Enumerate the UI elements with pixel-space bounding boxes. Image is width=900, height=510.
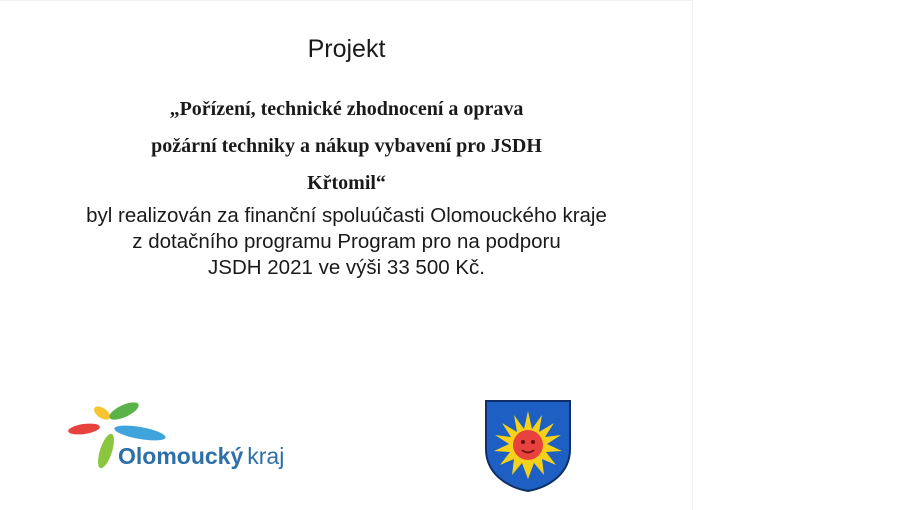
logo-wordmark [118,443,284,470]
project-title-line-2: požární techniky a nákup vybavení pro JSDH [151,135,542,157]
project-title-line-1: „Pořízení, technické zhodnocení a oprava [169,98,524,120]
olomoucky-kraj-logo [66,399,316,479]
petal-green [107,399,141,423]
project-title-line-3: Křtomil“ [307,172,386,194]
funding-statement [20,203,673,281]
petal-yellow [92,404,112,423]
logo-wordmark-light: kraj [247,443,285,469]
funding-statement-line-1: byl realizován za finanční spoluúčasti Olomouckého kraje [86,204,607,227]
petal-lime [95,432,118,470]
project-title [60,91,633,202]
sun-center [513,430,543,460]
document-heading: Projekt [307,35,386,63]
municipal-crest-icon [484,399,572,493]
petal-blue [113,423,166,444]
petal-red [67,422,100,436]
funding-statement-line-3: JSDH 2021 ve výši 33 500 Kč. [208,256,485,279]
funding-statement-line-2: z dotačního programu Program pro na podporu [132,230,561,253]
logo-wordmark-strong: Olomoucký [118,443,244,469]
